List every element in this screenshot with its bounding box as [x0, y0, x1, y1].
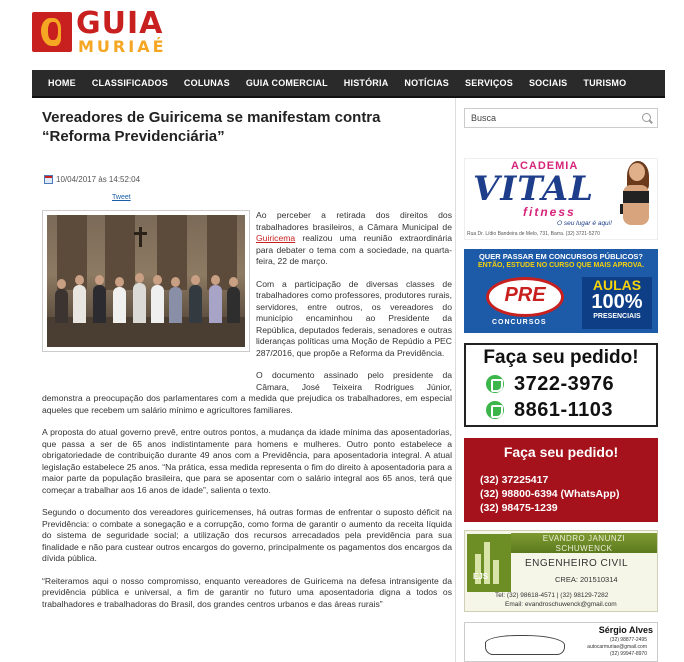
nav-classificados[interactable]: CLASSIFICADOS — [91, 78, 168, 88]
evandro-email: Email: evandroschuwenck@gmail.com — [505, 601, 617, 608]
site-logo[interactable] — [32, 6, 172, 58]
evandro-tel: Tel: (32) 98618-4571 | (32) 98129-7282 — [495, 592, 609, 599]
vital-logo-text: VITAL — [473, 169, 595, 209]
pedido1-whatsapp: 8861-1103 — [514, 398, 614, 421]
nav-turismo[interactable]: TURISMO — [583, 78, 627, 88]
pedido1-phone-row — [486, 373, 656, 395]
search-input[interactable]: Busca — [471, 113, 497, 123]
ejs-logo-text: EJS — [473, 572, 489, 581]
sergio-line-1: (32) 98877-2495 — [610, 637, 647, 643]
search-icon[interactable] — [642, 113, 651, 122]
ad-sergio-alves[interactable] — [464, 622, 658, 662]
nav-colunas[interactable]: COLUNAS — [183, 78, 230, 88]
whatsapp-icon — [486, 401, 504, 419]
evandro-surname: SCHUWENCK — [555, 544, 613, 553]
nav-historia[interactable]: HISTÓRIA — [343, 78, 389, 88]
pedido1-title: Faça seu pedido! — [483, 347, 639, 368]
nav-guia-comercial[interactable]: GUIA COMERCIAL — [245, 78, 328, 88]
evandro-crea: CREA: 201510314 — [555, 575, 618, 584]
sergio-line-3: (32) 99947-8970 — [610, 651, 647, 657]
logo-text-muriae: MURIAÉ — [78, 37, 167, 56]
nav-noticias[interactable]: NOTÍCIAS — [404, 78, 450, 88]
nav-sociais[interactable]: SOCIAIS — [528, 78, 568, 88]
sergio-name: Sérgio Alves — [598, 625, 653, 635]
evandro-role: ENGENHEIRO CIVIL — [525, 558, 629, 569]
car-icon — [485, 635, 565, 655]
ad-pre-concursos[interactable] — [464, 249, 658, 333]
pedido2-title: Faça seu pedido! — [503, 444, 619, 460]
pre-aulas: AULAS — [592, 277, 642, 293]
evandro-name: EVANDRO JANUNZI — [542, 534, 626, 543]
logo-text-guia: GUIA — [76, 6, 164, 41]
pedido2-line-2: (32) 98800-6394 (WhatsApp) — [480, 488, 620, 500]
tweet-link[interactable]: Tweet — [112, 194, 131, 201]
pre-aulas-box — [582, 277, 652, 329]
sidebar — [464, 98, 664, 662]
search-box[interactable] — [464, 108, 658, 128]
vital-address: Rua Dr. Lídio Bandeira de Melo, 731, Barra. (32) 3721-5270 — [467, 231, 600, 237]
article-title: Vereadores de Guiricema se manifestam contra “Reforma Previdenciária” — [42, 109, 381, 145]
pre-concursos-label: CONCURSOS — [492, 319, 547, 326]
article-paragraph-6: “Reiteramos aqui o nosso compromisso, enquanto vereadores de Guiricema na defesa intransigente da previdência pública e universal, a fim de garantir no futuro uma aposentadoria digna a todos os trabalhadores e trabalhadoras do Brasil, dos grandes centros urbanos e das áreas rurais” — [42, 575, 452, 609]
vital-slogan: O seu lugar é aqui! — [557, 220, 612, 227]
vital-fitness: fitness — [523, 205, 576, 219]
article-paragraph-1: Ao perceber a retirada dos direitos dos trabalhadores brasileiros, a Câmara Municipal de Guiricema realizou uma reunião extraordinária para debater o tema com a sociedade, na quarta-feira, 22 de março. — [256, 210, 452, 266]
phone-icon — [486, 375, 504, 393]
ad-vital-fitness[interactable] — [464, 158, 658, 240]
ad-evandro-engenheiro[interactable] — [464, 530, 658, 612]
pre-presenciais: PRESENCIAIS — [593, 313, 641, 320]
pedido1-whatsapp-row — [486, 399, 656, 421]
calendar-icon — [44, 175, 53, 184]
vital-academia: ACADEMIA — [511, 160, 579, 172]
guiricema-link[interactable]: Guiricema — [256, 233, 296, 243]
article-column — [32, 98, 456, 662]
main-nav — [32, 70, 665, 98]
model-image — [617, 161, 655, 231]
pre-logo — [486, 277, 564, 317]
ad-pedido-1[interactable] — [464, 343, 658, 427]
article-paragraph-3: O documento assinado pelo presidente da Câmara, José Teixeira Rodrigues Júnior, demonstra a preocupação dos parlamentares com a medida que prejudica os trabalhadores, em especial aqueles que recebem um salário mínimo e agricultores familiares. — [42, 370, 452, 415]
article-paragraph-4: A proposta do atual governo prevê, entre outros pontos, a mudança da idade mínima das aposentadorias, que passa a ser de 65 anos indistintamente para homens e mulheres. Outro ponto estabelece a obrigatoriedade de contribuição durante 49 anos com a Previdência, para aposentadoria integral. A atual legislação estabelece 25 anos. “Na prática, essa medida representa o fim do direito à aposentadoria para a maior parte da população brasileira, que para se aposentar com o salário integral aos 65 anos, terá que começar a trabalhar aos 16 anos de idade”, salienta o texto. — [42, 427, 452, 495]
pre-subheadline: ENTÃO, ESTUDE NO CURSO QUE MAIS APROVA. — [477, 262, 645, 269]
logo-mark-icon — [32, 12, 72, 52]
article-date — [44, 175, 140, 184]
ejs-logo — [467, 534, 511, 592]
pre-headline: QUER PASSAR EM CONCURSOS PÚBLICOS? — [478, 252, 644, 261]
nav-home[interactable]: HOME — [48, 78, 76, 88]
nav-servicos[interactable]: SERVIÇOS — [465, 78, 513, 88]
pedido1-phone: 3722-3976 — [514, 372, 615, 395]
ad-pedido-2[interactable] — [464, 438, 658, 522]
evandro-name-banner — [511, 533, 657, 553]
site-header — [0, 0, 684, 70]
pre-logo-text: PRE — [504, 284, 546, 306]
article-paragraph-2: Com a participação de diversas classes de trabalhadores como professores, produtores rurais, servidores, entre outros, os vereadores do município encaminhou ao Presidente da República, deputados federais, senadores e outras lideranças políticas uma Moção de Repúdio a PEC 287/2016, que propõe a Reforma da Previdência. — [256, 278, 452, 358]
pedido2-line-3: (32) 98475-1239 — [480, 502, 558, 514]
article-date-text: 10/04/2017 às 14:52:04 — [56, 175, 141, 184]
article-body — [42, 210, 452, 621]
article-paragraph-5: Segundo o documento dos vereadores guiricemenses, há outras formas de enfrentar o suposto déficit na Previdência: o combate a sonegação e a corrupção, como forma de garantir o aumento da receita líquida do sistema de seguridade social; a utilização dos recursos arrecadados pela previdência para sua finalidade e não para custear outros encargos do governo, principalmente os pagamentos dos encargos da dívida pública. — [42, 507, 452, 563]
pedido2-line-1: (32) 37225417 — [480, 474, 549, 486]
sergio-line-2: autocarmuriae@gmail.com — [587, 644, 647, 650]
pre-percent: 100% — [591, 291, 643, 313]
